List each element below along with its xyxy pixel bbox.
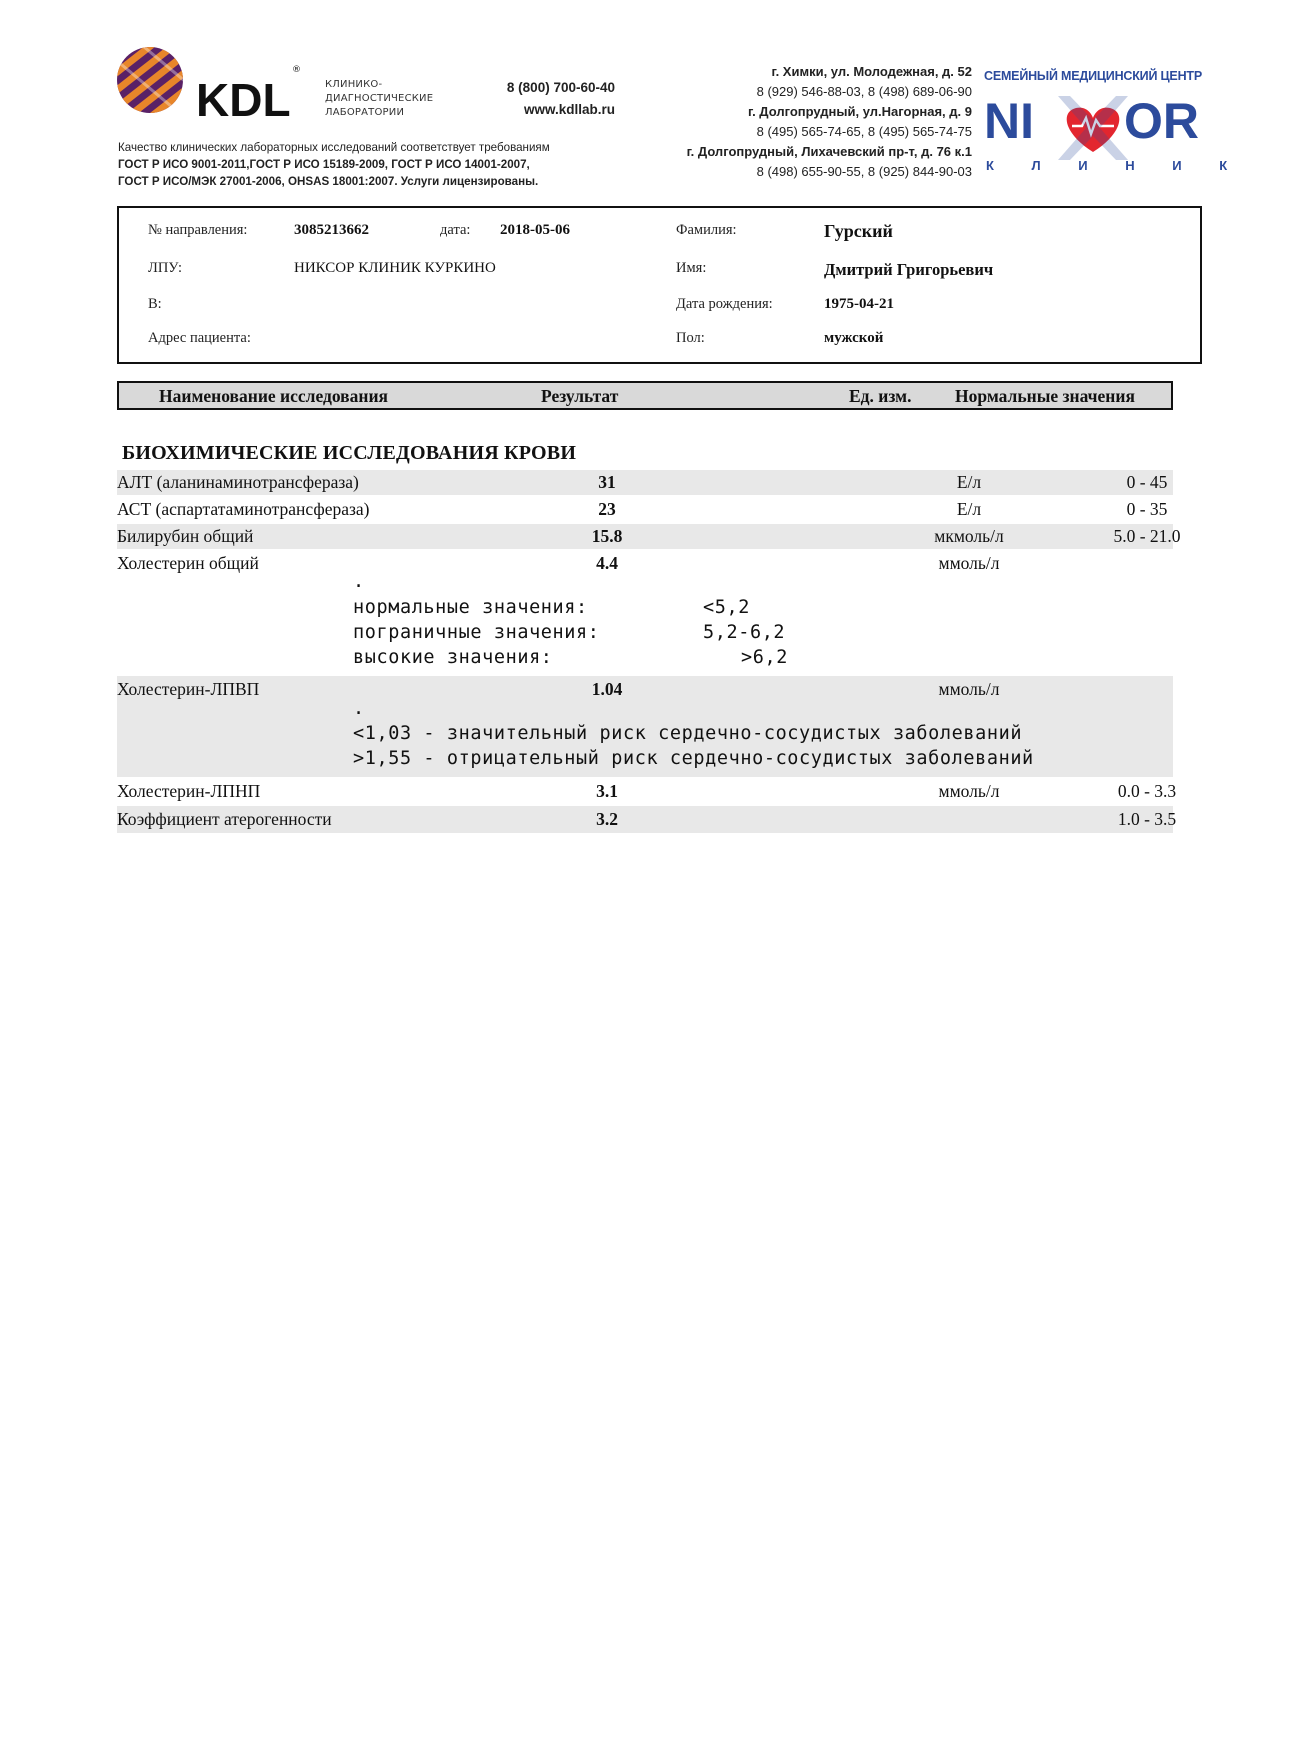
kdl-wordmark: KDL [196,74,291,126]
svg-text:OR: OR [1124,93,1199,149]
test-norm: 0 - 45 [1126,472,1168,492]
test-unit: Е/л [956,472,982,492]
test-unit: Е/л [956,499,982,519]
kdl-site: www.kdllab.ru [523,102,615,117]
col-result-header: Результат [541,386,619,406]
date-value: 2018-05-06 [500,222,570,238]
kdl-subtitle: КЛИНИКО- ДИАГНОСТИЧЕСКИЕ ЛАБОРАТОРИИ [325,79,434,118]
kdl-logo [118,44,318,124]
test-result: 3.1 [596,781,618,801]
table-row [117,806,1177,833]
note-label: высокие значения: [353,647,553,668]
test-norm: 5.0 - 21.0 [1113,526,1181,546]
nixor-tagline: СЕМЕЙНЫЙ МЕДИЦИНСКИЙ ЦЕНТР [984,69,1202,83]
quality-statement: Качество клинических лабораторных исследований соответствует требованиям ГОСТ Р ИСО 9001-2011,ГОСТ Р ИСО 15189-2009, ГОСТ Р ИСО 14001-2007, ГОСТ Р ИСО/МЭК 27001-2006, OHSAS 18001:2007. Услуги лицензированы. [118,141,550,188]
v-label: В: [148,296,162,312]
table-row [117,551,1173,675]
note-dot: . [353,698,365,719]
note-dot: . [353,571,365,592]
test-name: Билирубин общий [117,526,254,546]
test-result: 15.8 [591,526,623,546]
name-value: Дмитрий Григорьевич [824,260,994,279]
note-value: >6,2 [741,647,788,668]
test-result: 1.04 [591,679,623,699]
table-row [117,470,1173,495]
test-name: Коэффициент атерогенности [117,809,332,829]
svg-text:NI: NI [984,93,1034,149]
col-name-header: Наименование исследования [159,386,389,406]
test-unit: мкмоль/л [934,526,1004,546]
test-result: 4.4 [596,553,618,573]
sex-label: Пол: [676,330,705,346]
kdl-phone: 8 (800) 700-60-40 [506,80,615,95]
test-name: Холестерин-ЛПВП [117,679,260,699]
test-result: 31 [598,472,616,492]
test-result: 3.2 [596,809,618,829]
test-result: 23 [598,499,616,519]
note-line: >1,55 - отрицательный риск сердечно-сосудистых заболеваний [353,748,1034,769]
test-norm: 0 - 35 [1126,499,1168,519]
table-row [117,779,1177,804]
section-title: БИОХИМИЧЕСКИЕ ИССЛЕДОВАНИЯ КРОВИ [122,442,577,464]
table-row [117,497,1173,522]
note-value: <5,2 [703,597,750,618]
sex-value: мужской [824,330,884,346]
note-line: <1,03 - значительный риск сердечно-сосудистых заболеваний [353,723,1023,744]
test-unit: ммоль/л [938,679,1000,699]
referral-number: 3085213662 [294,222,369,238]
test-norm: 1.0 - 3.5 [1117,809,1177,829]
surname-label: Фамилия: [676,222,737,238]
svg-text:К Л И Н И К: К Л И Н И К [986,158,1245,173]
nixor-logo [984,90,1245,180]
date-label: дата: [440,222,471,238]
test-name: Холестерин общий [117,553,259,573]
test-name: АЛТ (аланинаминотрансфераза) [117,472,359,492]
address-label: Адрес пациента: [148,330,251,346]
note-label: нормальные значения: [353,597,588,618]
lpu-value: НИКСОР КЛИНИК КУРКИНО [294,260,496,276]
heart-icon [1058,96,1128,160]
table-row [117,676,1173,777]
name-label: Имя: [676,260,707,276]
col-norm-header: Нормальные значения [955,386,1135,406]
col-unit-header: Ед. изм. [849,386,912,406]
referral-label: № направления: [148,222,248,238]
patient-info-box [117,206,1202,364]
note-label: пограничные значения: [353,622,600,643]
lpu-label: ЛПУ: [148,260,183,276]
surname-value: Гурский [824,221,893,241]
svg-text:®: ® [292,65,301,75]
test-unit: ммоль/л [938,553,1000,573]
dob-value: 1975-04-21 [824,296,894,312]
table-row [117,524,1181,549]
note-value: 5,2-6,2 [703,622,786,643]
test-name: АСТ (аспартатаминотрансфераза) [117,499,370,519]
test-unit: ммоль/л [938,781,1000,801]
test-name: Холестерин-ЛПНП [117,781,261,801]
dob-label: Дата рождения: [676,296,773,312]
test-norm: 0.0 - 3.3 [1117,781,1177,801]
clinic-addresses: г. Химки, ул. Молодежная, д. 52 8 (929) 546-88-03, 8 (498) 689-06-90 г. Долгопрудный, ул.Нагорная, д. 9 8 (495) 565-74-65, 8 (495) 565-74-75 г. Долгопрудный, Лихачевский пр-т, д. 76 к.1 8 (498) 655-90-55, 8 (925) 844-90-03 [686,64,972,179]
results-table-header [117,381,1173,410]
kdl-contacts [440,77,615,121]
